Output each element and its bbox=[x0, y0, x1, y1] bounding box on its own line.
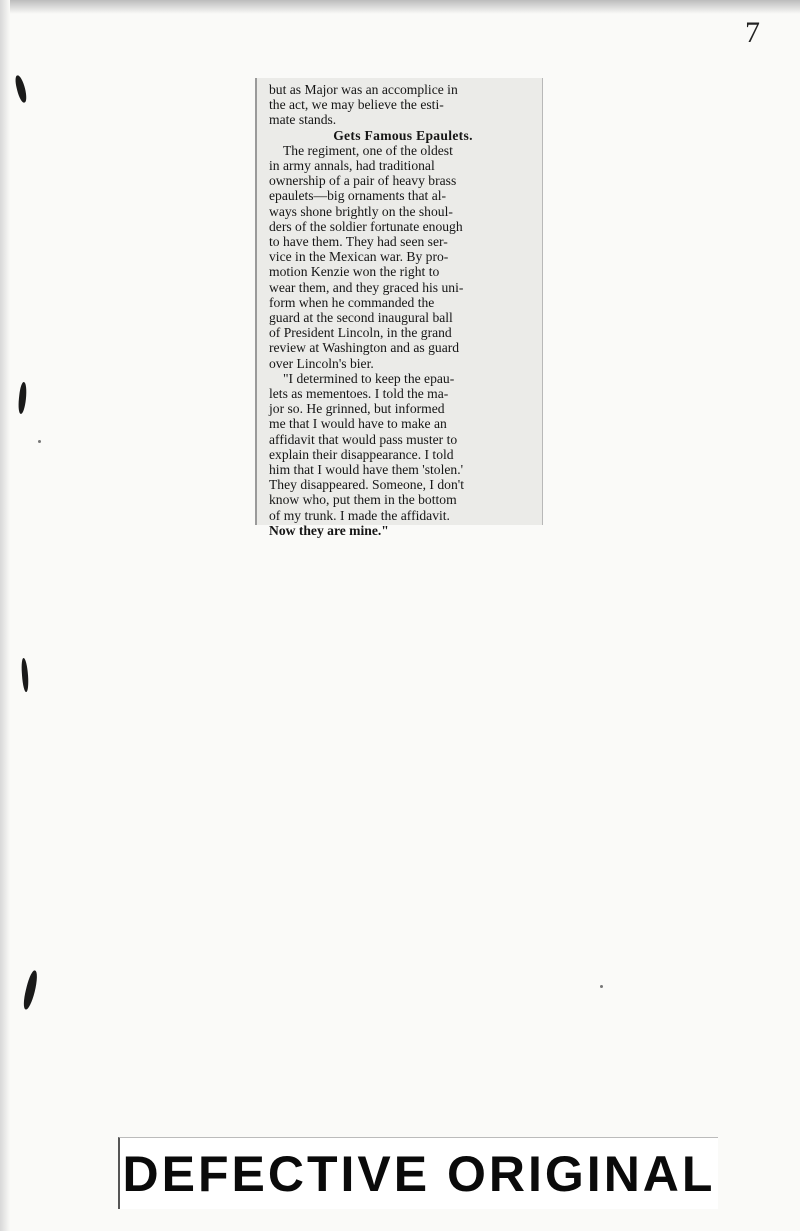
clipping-subheading: Gets Famous Epaulets. bbox=[333, 127, 473, 143]
clipping-line: in army annals, had traditional bbox=[269, 158, 435, 174]
clipping-line: ders of the soldier fortunate enough bbox=[269, 218, 463, 234]
clipping-line: ownership of a pair of heavy brass bbox=[269, 173, 457, 189]
page-top-edge bbox=[0, 0, 800, 14]
clipping-line: The regiment, one of the oldest bbox=[283, 142, 453, 158]
dust-speck bbox=[600, 985, 603, 988]
binder-hole-mark bbox=[17, 382, 27, 415]
clipping-line: "I determined to keep the epau- bbox=[283, 370, 455, 386]
binder-hole-mark bbox=[14, 74, 29, 103]
clipping-line: ways shone brightly on the shoul- bbox=[269, 203, 453, 219]
page-left-edge bbox=[0, 0, 10, 1231]
clipping-line: motion Kenzie won the right to bbox=[269, 264, 440, 280]
clipping-line: him that I would have them 'stolen.' bbox=[269, 462, 464, 478]
dust-speck bbox=[38, 440, 41, 443]
clipping-line: lets as mementoes. I told the ma- bbox=[269, 386, 449, 402]
clipping-line: the act, we may believe the esti- bbox=[269, 97, 444, 113]
clipping-line: vice in the Mexican war. By pro- bbox=[269, 249, 449, 265]
clipping-line: They disappeared. Someone, I don't bbox=[269, 477, 464, 493]
clipping-line: but as Major was an accomplice in bbox=[269, 82, 458, 97]
clipping-line: jor so. He grinned, but informed bbox=[269, 401, 445, 417]
clipping-line: explain their disappearance. I told bbox=[269, 446, 454, 462]
binder-hole-mark bbox=[21, 970, 39, 1011]
newspaper-clipping bbox=[255, 78, 543, 538]
clipping-line: form when he commanded the bbox=[269, 294, 435, 310]
clipping-line: review at Washington and as guard bbox=[269, 340, 460, 356]
clipping-line: to have them. They had seen ser- bbox=[269, 234, 448, 250]
defective-original-stamp: DEFECTIVE ORIGINAL bbox=[118, 1137, 718, 1209]
clipping-line: affidavit that would pass muster to bbox=[269, 431, 458, 447]
clipping-line: Now they are mine." bbox=[269, 522, 389, 538]
page-number: 7 bbox=[745, 16, 760, 49]
clipping-line: wear them, and they graced his uni- bbox=[269, 279, 464, 295]
clipping-line: know who, put them in the bottom bbox=[269, 492, 457, 508]
clipping-line: me that I would have to make an bbox=[269, 416, 447, 432]
clipping-line: epaulets—big ornaments that al- bbox=[269, 188, 447, 204]
binder-hole-mark bbox=[21, 658, 29, 692]
clipping-line: mate stands. bbox=[269, 112, 337, 128]
clipping-line: of my trunk. I made the affidavit. bbox=[269, 507, 450, 523]
clipping-line: guard at the second inaugural ball bbox=[269, 310, 453, 326]
clipping-line: of President Lincoln, in the grand bbox=[269, 325, 452, 341]
clipping-line: over Lincoln's bier. bbox=[269, 355, 374, 371]
